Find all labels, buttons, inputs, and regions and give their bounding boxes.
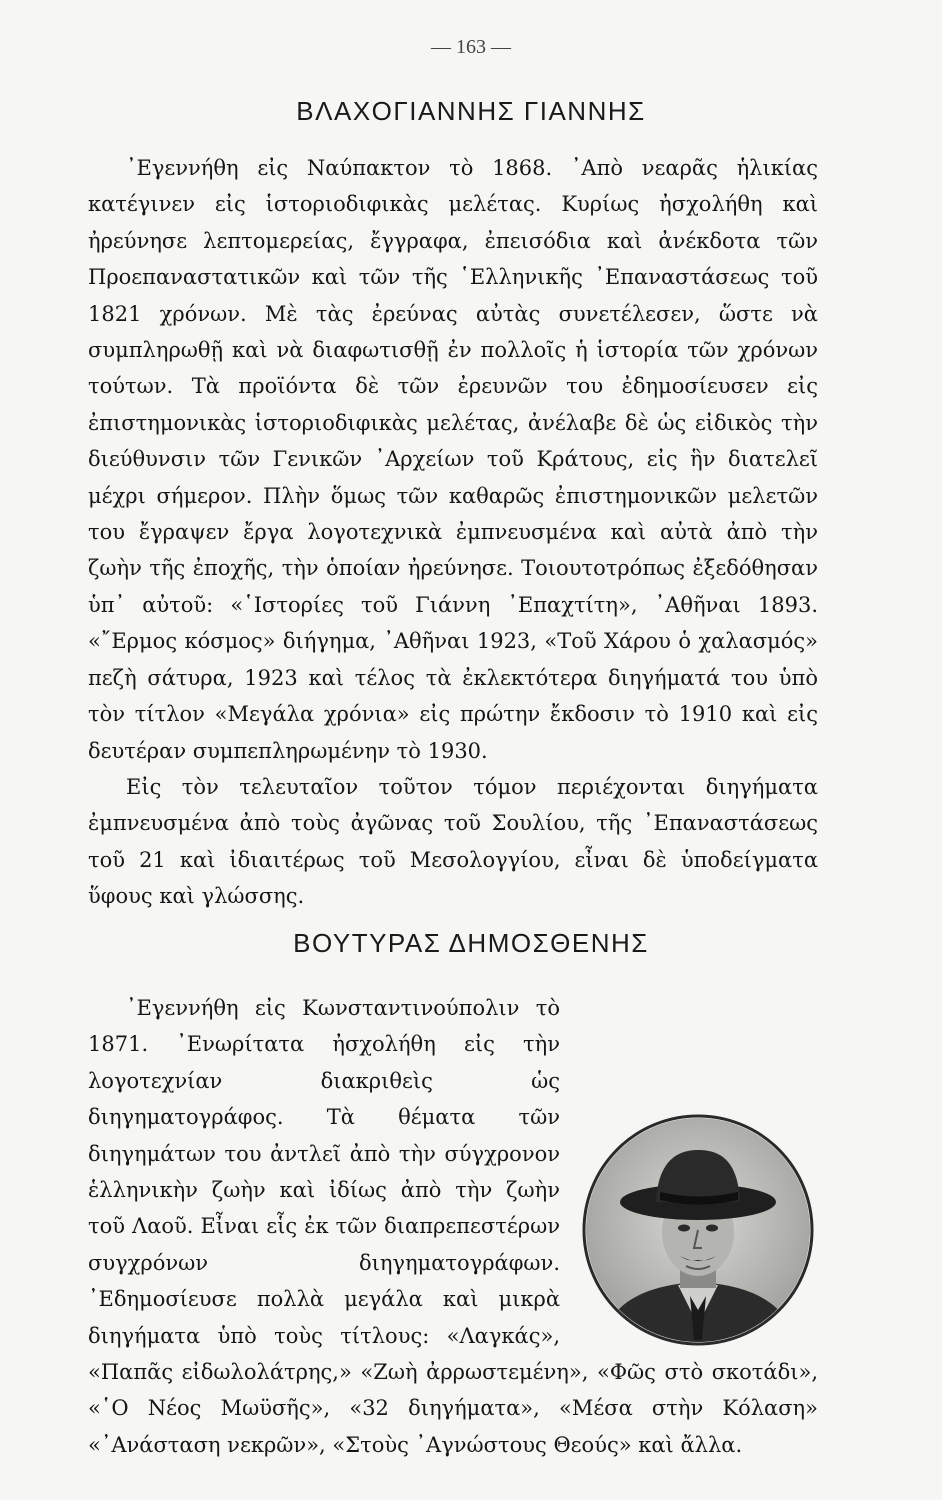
page-number: — 163 — [431, 36, 511, 58]
paragraph-vlachogiannis-2: Εἰς τὸν τελευταῖον τοῦτον τόμον περιέχονται διηγήματα ἐμπνευσμένα ἀπὸ τοὺς ἀγῶνας τοῦ Σουλίου, τῆς ᾿Επαναστάσεως τοῦ 21 καὶ ἰδιαιτέρως τοῦ Μεσολογγίου, εἶναι δὲ ὑποδείγματα ὕφους καὶ γλώσσης. [88, 774, 818, 909]
section-title-vlachogiannis: ΒΛΑΧΟΓΙΑΝΝΗΣ ΓΙΑΝΝΗΣ [296, 96, 646, 126]
paragraph-voutyras-1: ᾿Εγεννήθη εἰς Κωνσταντινούπολιν τὸ 1871. ᾿Ενωρίτατα ἠσχολήθη εἰς τὴν λογοτεχνίαν διακριθεὶς ὡς διηγηματογράφος. Τὰ θέματα τῶν διηγημάτων του ἀντλεῖ ἀπὸ τὴν σύγχρονον ἑλληνικὴν ζωὴν καὶ ἰδίως ἀπὸ τὴν ζωὴν τοῦ Λαοῦ. Εἶναι εἷς ἐκ τῶν διαπρεπεστέρων συγχρόνων διηγηματογράφων. ᾿Εδημοσίευσε πολλὰ μεγάλα καὶ μικρὰ διηγήματα ὑπὸ τοὺς τίτλους: «Λαγκάς», «Παπᾶς εἰδωλολάτρης,» «Ζωὴ ἀρρωστεμένη», «Φῶς στὸ σκοτάδι», «῾Ο Νέος Μωϋσῆς», «32 διηγήματα», «Μέσα στὴν Κόλαση» «᾿Ανάσταση νεκρῶν», «Στοὺς ᾿Αγνώστους Θεούς» καὶ ἄλλα. [88, 996, 818, 1457]
section-body-vlachogiannis [88, 150, 818, 915]
section-title-voutyras: ΒΟΥΤΥΡΑΣ ΔΗΜΟΣΘΕΝΗΣ [293, 928, 649, 958]
paragraph-vlachogiannis-1: ᾿Εγεννήθη εἰς Ναύπακτον τὸ 1868. ᾿Απὸ νεαρᾶς ἡλικίας κατέγινεν εἰς ἱστοριοδιφικὰς μελέτας. Κυρίως ἠσχολήθη καὶ ἠρεύνησε λεπτομερείας, ἔγγραφα, ἐπεισόδια καὶ ἀνέκδοτα τῶν Προεπαναστατικῶν καὶ τῶν τῆς ῾Ελληνικῆς ᾿Επαναστάσεως τοῦ 1821 χρόνων. Μὲ τὰς ἐρεύνας αὐτὰς συνετέλεσεν, ὥστε νὰ συμπληρωθῇ καὶ νὰ διαφωτισθῇ ἐν πολλοῖς ἡ ἱστορία τῶν χρόνων τούτων. Τὰ προϊόντα δὲ τῶν ἐρευνῶν του ἐδημοσίευσεν εἰς ἐπιστημονικὰς ἱστοριοδιφικὰς μελέτας, ἀνέλαβε δὲ ὡς εἰδικὸς τὴν διεύθυνσιν τῶν Γενικῶν ᾿Αρχείων τοῦ Κράτους, εἰς ἣν διατελεῖ μέχρι σήμερον. Πλὴν ὅμως τῶν καθαρῶς ἐπιστημονικῶν μελετῶν του ἔγραψεν ἔργα λογοτεχνικὰ ἐμπνευσμένα καὶ αὐτὰ ἀπὸ τὴν ζωὴν τῆς ἐποχῆς, τὴν ὁποίαν ἠρεύνησε. Τοιουτοτρόπως ἐξεδόθησαν ὑπ᾿ αὐτοῦ: «῾Ιστορίες τοῦ Γιάννη ᾿Επαχτίτη», ᾿Αθῆναι 1893. «῎Ερμος κόσμος» διήγημα, ᾿Αθῆναι 1923, «Τοῦ Χάρου ὁ χαλασμός» πεζὴ σάτυρα, 1923 καὶ τέλος τὰ ἐκλεκτότερα διηγήματά του ὑπὸ τὸν τίτλον «Μεγάλα χρόνια» εἰς πρώτην ἔκδοσιν τὸ 1910 καὶ εἰς δευτέραν συμπεπληρωμένην τὸ 1930. [88, 156, 818, 763]
portrait-image [578, 1110, 818, 1350]
